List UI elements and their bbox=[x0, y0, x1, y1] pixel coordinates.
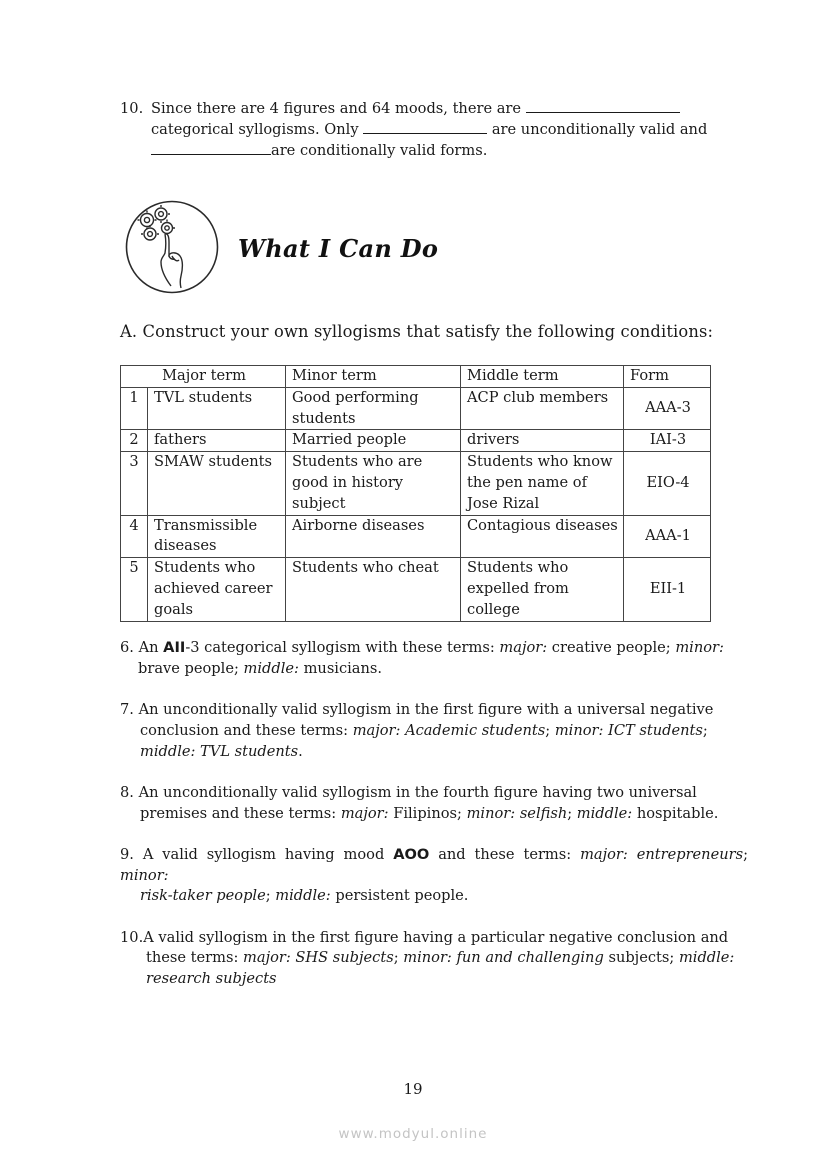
answer-blank[interactable] bbox=[526, 99, 680, 113]
table-row bbox=[121, 558, 711, 621]
task-item-10 bbox=[120, 928, 748, 990]
middle-term-cell: ACP club members bbox=[461, 387, 624, 430]
term-value: minor: fun and challenging bbox=[403, 949, 604, 967]
item-number: 6. bbox=[120, 639, 134, 656]
page-number: 19 bbox=[403, 1080, 423, 1098]
item-text: A valid syllogism having mood bbox=[142, 845, 394, 863]
term-value: brave people; bbox=[138, 659, 244, 677]
minor-term-cell: Airborne diseases bbox=[286, 515, 461, 558]
watermark: www.modyul.online bbox=[338, 1126, 488, 1142]
item-text: these terms: bbox=[146, 949, 244, 967]
middle-term-cell: drivers bbox=[461, 430, 624, 452]
answer-blank[interactable] bbox=[151, 141, 271, 155]
term-label: minor: bbox=[120, 866, 169, 884]
term-label: middle: bbox=[678, 949, 735, 967]
item-text: conclusion and these terms: bbox=[140, 721, 353, 739]
term-label: major: bbox=[340, 804, 389, 822]
separator: . bbox=[298, 742, 303, 760]
form-cell: IAI-3 bbox=[624, 430, 711, 452]
separator: ; bbox=[743, 845, 749, 863]
term-label: middle: bbox=[275, 887, 331, 905]
term-value: research subjects bbox=[146, 970, 277, 988]
item-text: An unconditionally valid syllogism in the first figure with a universal negative bbox=[138, 700, 714, 718]
term-value: persistent people. bbox=[330, 887, 469, 905]
term-label: minor: bbox=[675, 639, 724, 656]
answer-blank[interactable] bbox=[363, 120, 487, 134]
table-row bbox=[121, 430, 711, 452]
question-text: are unconditionally valid and bbox=[491, 120, 708, 138]
separator: ; bbox=[265, 887, 276, 905]
separator: ; bbox=[393, 949, 404, 967]
item-text: An bbox=[138, 639, 164, 656]
item-number: 8. bbox=[120, 783, 134, 801]
row-number: 4 bbox=[121, 515, 148, 558]
term-value: minor: selfish bbox=[466, 804, 568, 822]
item-number: 10. bbox=[120, 928, 144, 946]
table-row bbox=[121, 515, 711, 558]
row-number: 2 bbox=[121, 430, 148, 452]
form-cell: AAA-3 bbox=[624, 387, 711, 430]
term-value: major: entrepreneurs bbox=[580, 845, 744, 863]
item-number: 7. bbox=[120, 700, 134, 718]
column-header: Middle term bbox=[461, 366, 624, 388]
minor-term-cell: Good performing students bbox=[286, 387, 461, 430]
column-header: Form bbox=[624, 366, 711, 388]
major-term-cell: fathers bbox=[148, 430, 286, 452]
question-text: are conditionally valid forms. bbox=[271, 141, 488, 159]
term-value: creative people; bbox=[547, 639, 676, 656]
term-value: hospitable. bbox=[632, 804, 719, 822]
task-item-8 bbox=[120, 783, 748, 825]
term-value: major: SHS subjects bbox=[243, 949, 394, 967]
task-item-6 bbox=[120, 638, 748, 680]
table-header-row bbox=[121, 366, 711, 388]
term-value: Filipinos; bbox=[388, 804, 467, 822]
section-title: What I Can Do bbox=[238, 234, 439, 263]
column-header: Minor term bbox=[286, 366, 461, 388]
instruction-text: A. Construct your own syllogisms that satisfy the following conditions: bbox=[120, 322, 714, 341]
middle-term-cell: Students who know the pen name of Jose Rizal bbox=[461, 452, 624, 515]
item-text: premises and these terms: bbox=[140, 804, 341, 822]
mood-label: AII bbox=[163, 639, 186, 656]
term-value: middle: TVL students bbox=[140, 742, 299, 760]
middle-term-cell: Contagious diseases bbox=[461, 515, 624, 558]
separator: ; bbox=[702, 721, 708, 739]
term-value: musicians. bbox=[298, 659, 383, 677]
form-cell: AAA-1 bbox=[624, 515, 711, 558]
major-term-cell: TVL students bbox=[148, 387, 286, 430]
question-text: categorical syllogisms. Only bbox=[151, 120, 359, 138]
task-item-9 bbox=[120, 845, 748, 907]
term-value: minor: ICT students bbox=[554, 721, 703, 739]
separator: ; bbox=[567, 804, 577, 822]
minor-term-cell: Students who cheat bbox=[286, 558, 461, 621]
major-term-cell: Transmissible diseases bbox=[148, 515, 286, 558]
term-label: middle: bbox=[243, 659, 299, 677]
middle-term-cell: Students who expelled from college bbox=[461, 558, 624, 621]
item-number: 9. bbox=[120, 845, 134, 863]
item-text: subjects; bbox=[603, 949, 679, 967]
term-value: major: Academic students bbox=[352, 721, 546, 739]
item-text: A valid syllogism in the first figure having a particular negative conclusion and bbox=[143, 928, 729, 946]
major-term-cell: SMAW students bbox=[148, 452, 286, 515]
form-cell: EIO-4 bbox=[624, 452, 711, 515]
term-label: middle: bbox=[576, 804, 633, 822]
question-text: Since there are 4 figures and 64 moods, there are bbox=[151, 100, 522, 117]
major-term-cell: Students who achieved career goals bbox=[148, 558, 286, 621]
term-label: major: bbox=[499, 639, 548, 656]
task-list bbox=[120, 638, 748, 1010]
row-number: 1 bbox=[121, 387, 148, 430]
item-text: An unconditionally valid syllogism in the fourth figure having two universal bbox=[138, 783, 697, 801]
term-value: risk-taker people bbox=[140, 887, 266, 905]
column-header: Major term bbox=[121, 366, 286, 388]
row-number: 3 bbox=[121, 452, 148, 515]
mood-label: AOO bbox=[393, 845, 430, 863]
table-row bbox=[121, 387, 711, 430]
conditions-table bbox=[120, 365, 711, 622]
hand-with-gears-icon bbox=[125, 200, 219, 294]
item-text: -3 categorical syllogism with these terms: bbox=[185, 639, 500, 656]
minor-term-cell: Students who are good in history subject bbox=[286, 452, 461, 515]
form-cell: EII-1 bbox=[624, 558, 711, 621]
minor-term-cell: Married people bbox=[286, 430, 461, 452]
separator: ; bbox=[545, 721, 555, 739]
question-number: 10. bbox=[120, 100, 144, 117]
item-text: and these terms: bbox=[429, 845, 581, 863]
row-number: 5 bbox=[121, 558, 148, 621]
question-10 bbox=[120, 99, 720, 161]
task-item-7 bbox=[120, 700, 748, 762]
table-row bbox=[121, 452, 711, 515]
